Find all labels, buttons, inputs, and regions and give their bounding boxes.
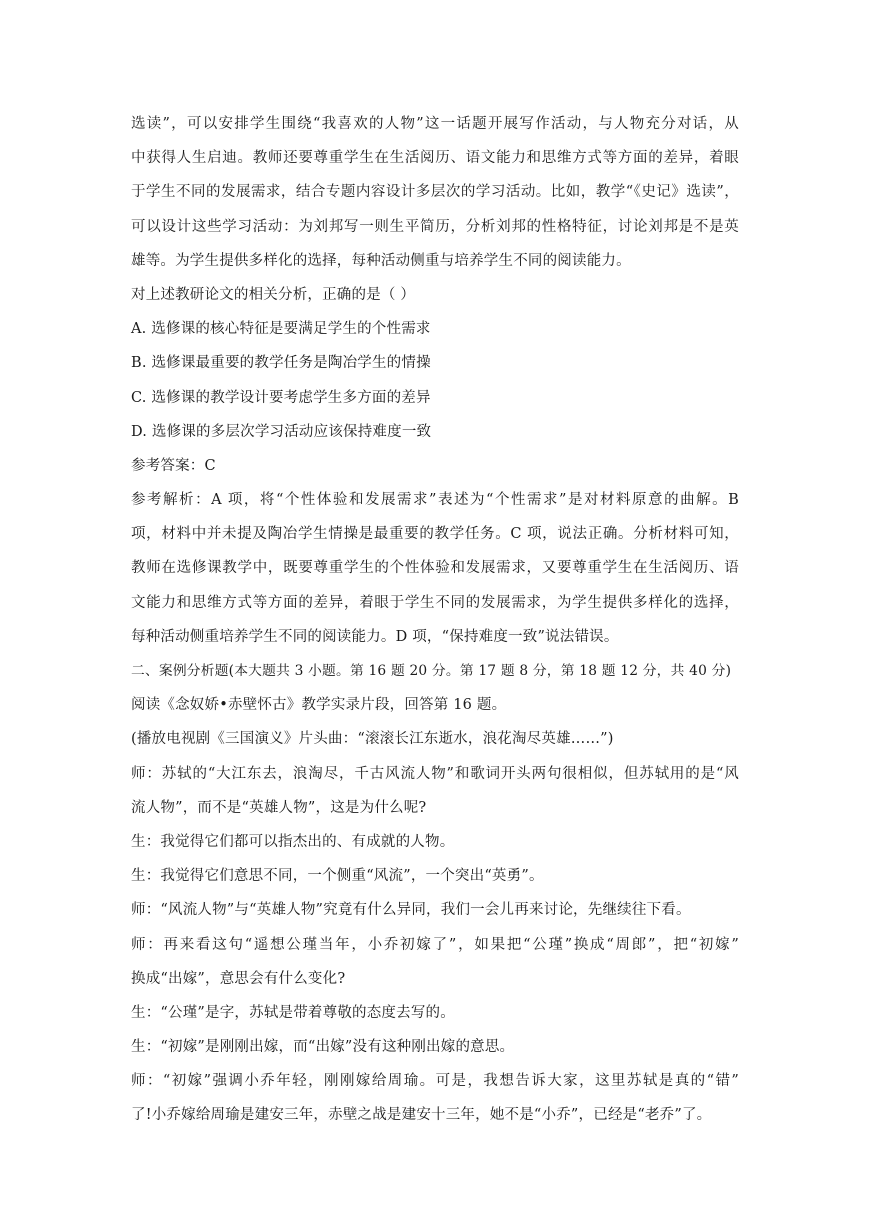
paragraph-student-1 (131, 825, 739, 859)
text-line: 对上述教研论文的相关分析，正确的是（ ） (131, 286, 416, 303)
paragraph-q16-intro (131, 688, 739, 722)
paragraph-student-2 (131, 859, 739, 893)
text-line: 换成“出嫁”，意思会有什么变化? (131, 970, 346, 987)
text-line: 中获得人生启迪。教师还要尊重学生在生活阅历、语文能力和思维方式等方面的差异，着眼 (131, 150, 739, 167)
paragraph-student-4 (131, 1030, 739, 1064)
text-line: 流人物”，而不是“英雄人物”，这是为什么呢? (131, 799, 427, 816)
text-line: C. 选修课的教学设计要考虑学生多方面的差异 (131, 389, 431, 406)
text-line: 阅读《念奴娇•赤壁怀古》教学实录片段，回答第 16 题。 (131, 697, 507, 714)
text-line: 生：“公瑾”是字，苏轼是带着尊敬的态度去写的。 (131, 1004, 455, 1021)
text-line: 师：“风流人物”与“英雄人物”究竟有什么异同，我们一会儿再来讨论，先继续往下看。 (131, 902, 691, 919)
paragraph-option-d (131, 415, 739, 449)
text-line: 雄等。为学生提供多样化的选择，每种活动侧重与培养学生不同的阅读能力。 (131, 252, 631, 269)
text-line: 师：苏轼的“大江东去，浪淘尽，千古风流人物”和歌词开头两句很相似，但苏轼用的是“风 (131, 765, 739, 782)
paragraph-teacher-1 (131, 757, 739, 825)
text-line: 教师在选修课教学中，既要尊重学生的个性体验和发展需求，又要尊重学生在生活阅历、语 (131, 560, 739, 577)
text-line: A. 选修课的核心特征是要满足学生的个性需求 (131, 321, 431, 338)
paragraph-teacher-3 (131, 928, 739, 996)
text-line: 每种活动侧重培养学生不同的阅读能力。D 项，“保持难度一致”说法错误。 (131, 628, 619, 645)
text-line: 项，材料中并未提及陶冶学生情操是最重要的教学任务。C 项，说法正确。分析材料可知， (131, 526, 739, 543)
text-line: 参考答案：C (131, 457, 216, 474)
paragraph-question (131, 278, 739, 312)
text-line: 于学生不同的发展需求，结合专题内容设计多层次的学习活动。比如，教学“《史记》选读”， (131, 184, 739, 201)
paragraph-answer (131, 449, 739, 483)
paragraph-option-b (131, 346, 739, 380)
document-page (131, 107, 739, 1133)
text-line: 师：再来看这句“遥想公瑾当年，小乔初嫁了”，如果把“公瑾”换成“周郎”，把“初嫁” (131, 936, 739, 953)
text-line: 选读”，可以安排学生围绕“我喜欢的人物”这一话题开展写作活动，与人物充分对话，从 (131, 116, 739, 132)
text-line: 可以设计这些学习活动：为刘邦写一则生平简历，分析刘邦的性格特征，讨论刘邦是不是英 (131, 218, 739, 235)
paragraph-teacher-4 (131, 1064, 739, 1132)
text-line: 生：我觉得它们都可以指杰出的、有成就的人物。 (131, 833, 455, 850)
paragraph-option-c (131, 381, 739, 415)
text-line: 了!小乔嫁给周瑜是建安三年，赤壁之战是建安十三年，她不是“小乔”，已经是“老乔”了。 (131, 1107, 712, 1124)
text-line: 二、案例分析题(本大题共 3 小题。第 16 题 20 分。第 17 题 8 分，第 18 题 12 分，共 40 分) (131, 663, 732, 679)
text-line: D. 选修课的多层次学习活动应该保持难度一致 (131, 423, 432, 440)
paragraph-option-a (131, 312, 739, 346)
paragraph-intro (131, 107, 739, 278)
paragraph-teacher-2 (131, 893, 739, 927)
text-line: B. 选修课最重要的教学任务是陶冶学生的情操 (131, 355, 431, 372)
paragraph-student-3 (131, 996, 739, 1030)
paragraph-stage-direction (131, 722, 739, 756)
text-line: 文能力和思维方式等方面的差异，着眼于学生不同的发展需求，为学生提供多样化的选择， (131, 594, 739, 611)
text-line: (播放电视剧《三国演义》片头曲：“滚滚长江东逝水，浪花淘尽英雄……”) (131, 731, 614, 748)
text-line: 生：“初嫁”是刚刚出嫁，而“出嫁”没有这种刚出嫁的意思。 (131, 1039, 515, 1056)
text-line: 师：“初嫁”强调小乔年轻，刚刚嫁给周瑜。可是，我想告诉大家，这里苏轼是真的“错” (131, 1073, 739, 1090)
text-line: 参考解析：A 项，将“个性体验和发展需求”表述为“个性需求”是对材料原意的曲解。B (131, 492, 739, 509)
paragraph-section-2-heading (131, 654, 739, 688)
text-line: 生：我觉得它们意思不同，一个侧重“风流”，一个突出“英勇”。 (131, 868, 544, 885)
paragraph-analysis (131, 483, 739, 654)
